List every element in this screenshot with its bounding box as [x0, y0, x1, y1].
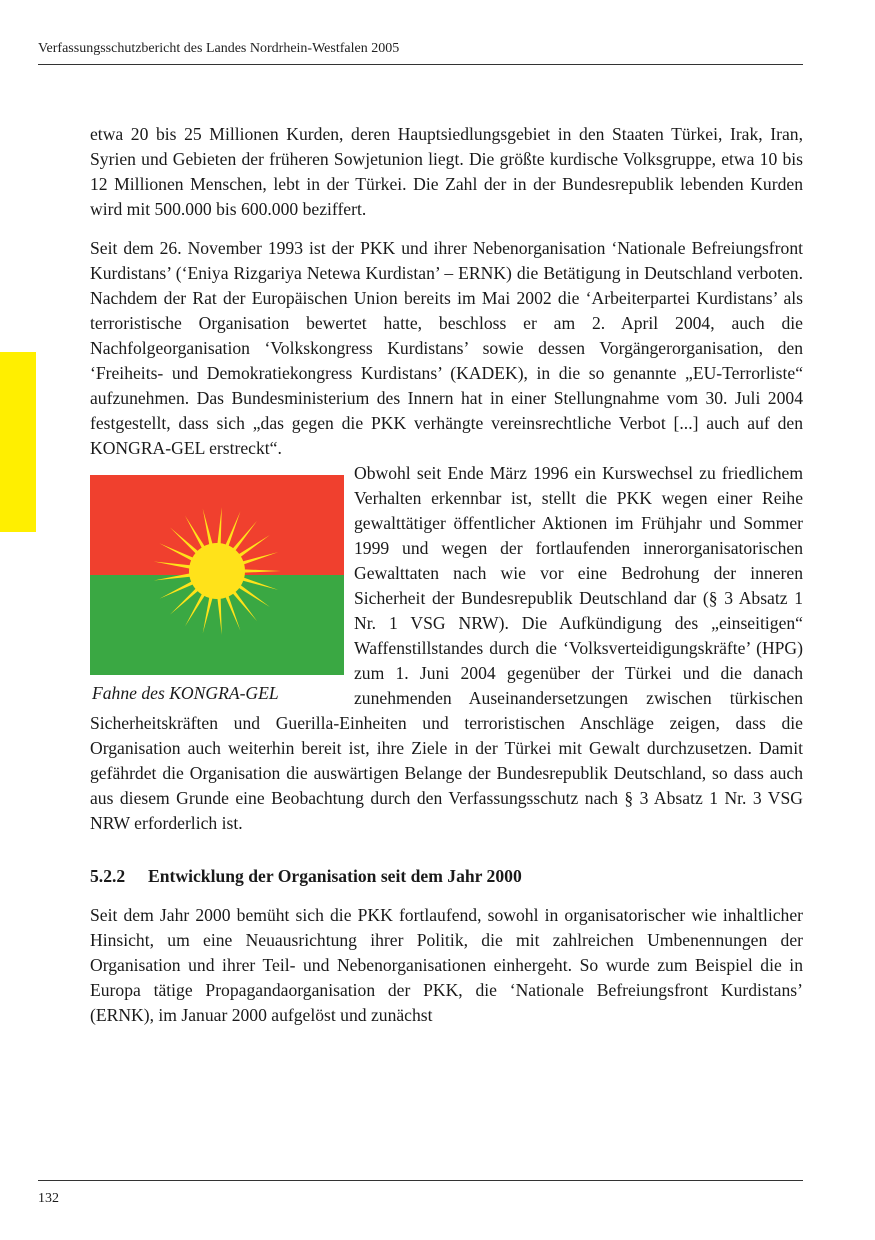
paragraph-development: Seit dem Jahr 2000 bemüht sich die PKK fortlaufend, sowohl in organisatorischer wie inhaltlicher Hinsicht, um eine Neuausrichtung ihrer Politik, die mit zahlreichen Umbenennungen der Organisation und ihrer Teil- und Nebenorganisationen einhergeht. So wurde zum Beispiel die in Europa tätige Propagandaorganisation der PKK, die ‘Nationale Befreiungsfront Kurdistans’ (ERNK), im Januar 2000 aufgelöst und zunächst [90, 905, 803, 1025]
paragraph-threat-assessment: Obwohl seit Ende März 1996 ein Kurswechsel zu friedlichem Verhalten erkennbar ist, stellt die PKK wegen einer Reihe gewalttätiger öffentlicher Aktionen im Frühjahr und Sommer 1999 und wegen der fortlaufenden innerorganisatorischen Gewalttaten nach wie vor eine Bedrohung der inneren Sicherheit der Bundesrepublik Deutschland dar (§ 3 Absatz 1 Nr. 1 VSG NRW). Die Aufkündigung des „einseitigen“ Waffenstillstandes durch die ‘Volksverteidigungskräfte’ (HPG) zum 1. Juni 2004 gegenüber der Türkei und die danach zunehmenden Auseinandersetzungen zwischen türkischen Sicherheitskräften und Guerilla-Einheiten und terroristischen Anschläge zeigen, dass die Organisation auch weiterhin bereit ist, ihre Ziele in der Türkei mit Gewalt durchzusetzen. Damit gefährdet die Organisation die auswärtigen Belange der Bundesrepublik Deutschland, so dass auch aus diesem Grunde eine Beobachtung durch den Verfassungsschutz nach § 3 Absatz 1 Nr. 3 VSG NRW erforderlich ist. [90, 463, 803, 833]
kongra-gel-flag-image [90, 475, 344, 675]
running-header: Verfassungsschutzbericht des Landes Nordrhein-Westfalen 2005 [38, 41, 400, 56]
paragraph-kurds-population: etwa 20 bis 25 Millionen Kurden, deren Hauptsiedlungsgebiet in den Staaten Türkei, Irak, Iran, Syrien und Gebieten der früheren Sowjetunion liegt. Die größte kurdische Volksgruppe, etwa 10 bis 12 Millionen Menschen, lebt in der Türkei. Die Zahl der in der Bundesrepublik lebenden Kurden wird mit 500.000 bis 600.000 beziffert. [90, 124, 803, 219]
section-heading [90, 864, 803, 889]
sun-disc [189, 543, 245, 599]
paragraph-pkk-ban: Seit dem 26. November 1993 ist der PKK und ihrer Nebenorganisation ‘Nationale Befreiungsfront Kurdistans’ (‘Eniya Rizgariya Netewa Kurdistan’ – ERNK) die Betätigung in Deutschland verboten. Nachdem der Rat der Europäischen Union bereits im Mai 2002 die ‘Arbeiterpartei Kurdistans’ als terroristische Organisation bewertet hatte, beschloss er am 2. April 2004, auch die Nachfolgeorganisation ‘Volkskongress Kurdistans’ sowie dessen Vorgängerorganisation, den ‘Freiheits- und Demokratiekongress Kurdistans’ (KADEK), in die so genannte „EU-Terrorliste“ aufzunehmen. Das Bundesministerium des Innern hat in einer Stellungnahme vom 30. Juli 2004 festgestellt, dass sich „das gegen die PKK verhängte vereinsrechtliche Verbot [...] auch auf den KONGRA-GEL erstreckt“. [90, 238, 803, 458]
footer-rule [38, 1180, 803, 1181]
section-number: 5.2.2 [90, 866, 126, 886]
page-content [90, 122, 803, 1028]
section-title: Entwicklung der Organisation seit dem Jahr 2000 [148, 866, 522, 886]
header-rule [38, 64, 803, 65]
chapter-marker-tab [0, 352, 36, 532]
figure-caption: Fahne des KONGRA-GEL [92, 683, 279, 703]
flag-figure [90, 475, 344, 706]
page-number: 132 [38, 1191, 59, 1206]
